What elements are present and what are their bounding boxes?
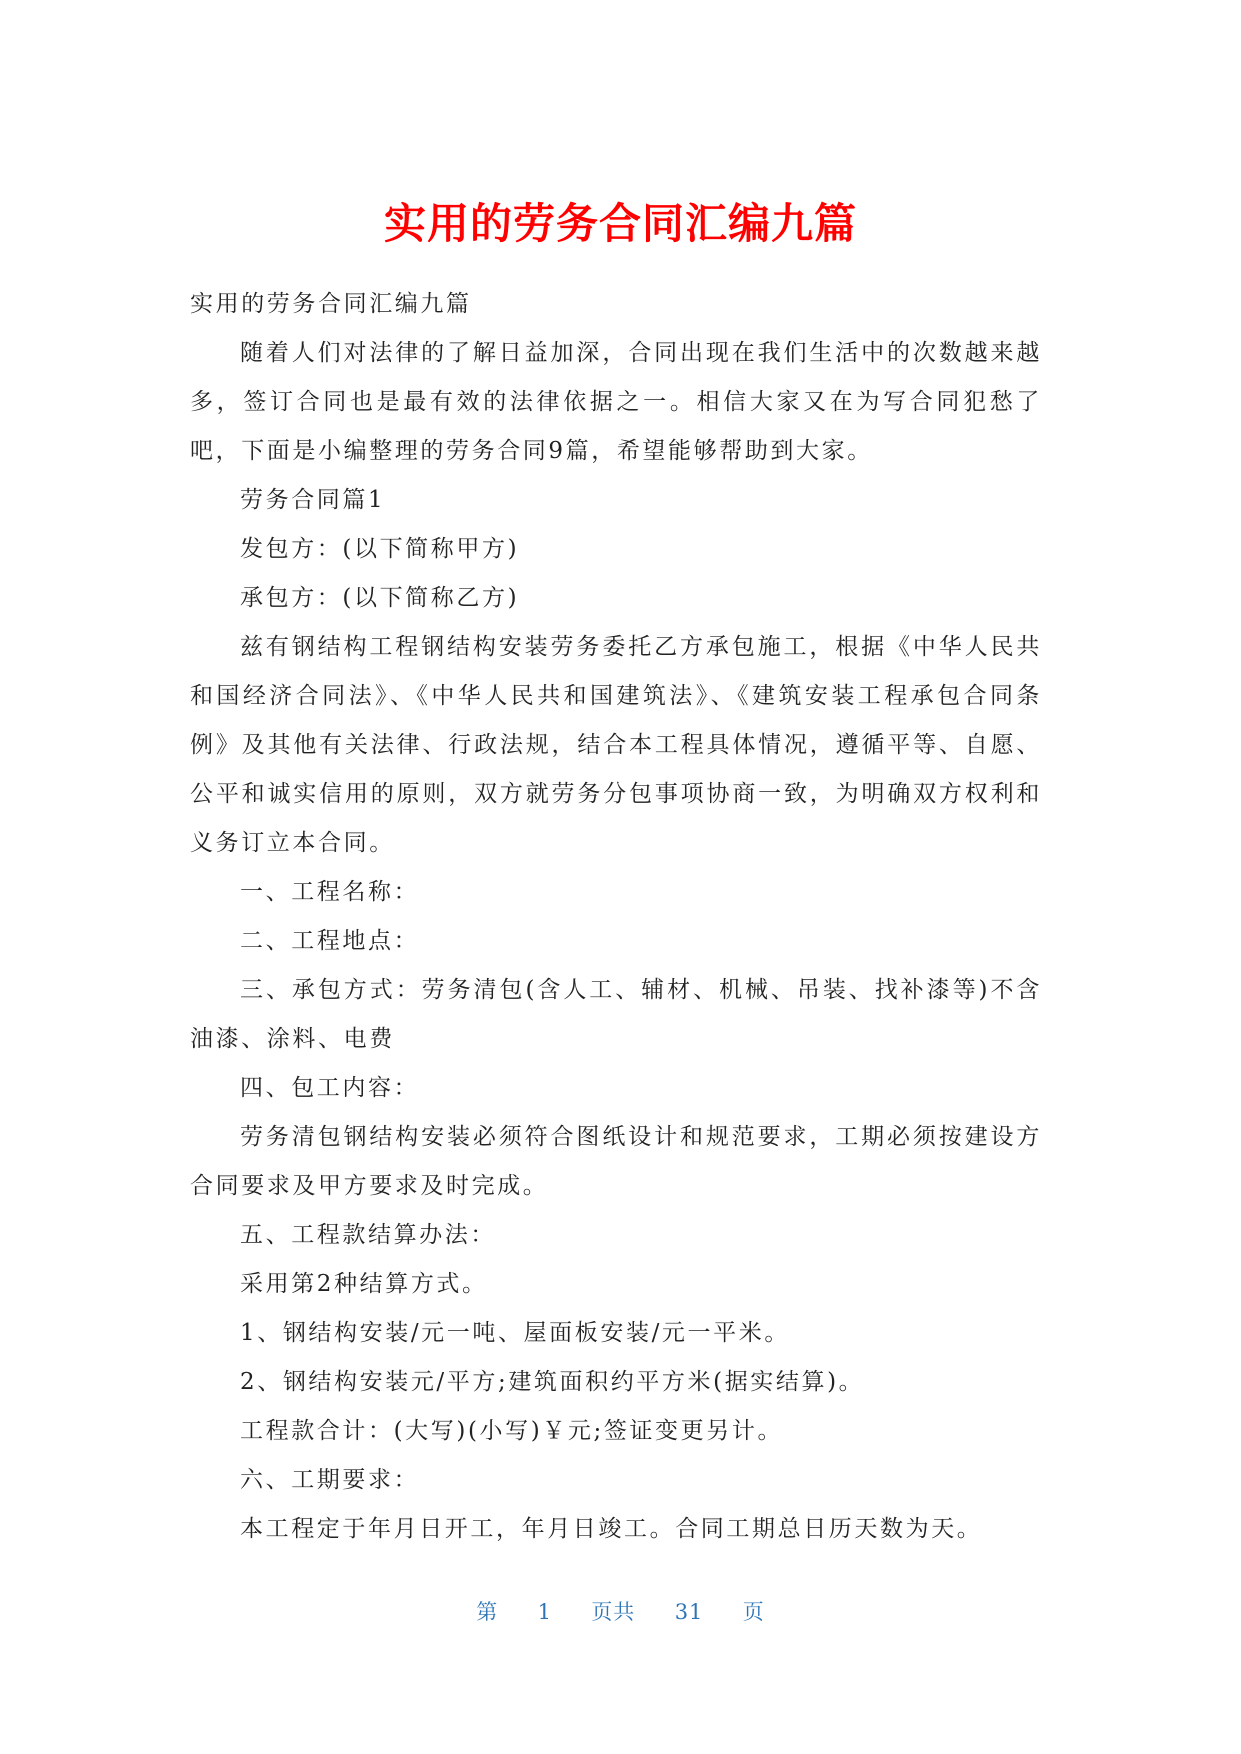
footer-middle: 页共 [591,1600,636,1624]
body-paragraph: 承包方：(以下简称乙方) [240,585,520,611]
footer-prefix: 第 [476,1600,499,1624]
body-paragraph: 2、钢结构安装元/平方;建筑面积约平方米(据实结算)。 [240,1369,865,1395]
body-paragraph: 兹有钢结构工程钢结构安装劳务委托乙方承包施工，根据《中华人民共和国经济合同法》、《中华人民共和国建筑法》、《建筑安装工程承包合同条例》及其他有关法律、行政法规，结合本工程具体情况，遵循平等、自愿、公平和诚实信用的原则，双方就劳务分包事项协商一致，为明确双方权利和义务订立本合同。 [190,634,1042,856]
body-paragraph: 本工程定于年月日开工，年月日竣工。合同工期总日历天数为天。 [240,1516,983,1542]
document-body [190,280,1042,1554]
body-paragraph: 采用第2种结算方式。 [240,1271,488,1297]
clause-heading: 四、包工内容： [240,1075,420,1101]
body-paragraph: 劳务清包钢结构安装必须符合图纸设计和规范要求，工期必须按建设方合同要求及甲方要求及时完成。 [190,1124,1042,1199]
current-page-number: 1 [537,1600,552,1624]
clause-heading: 三、承包方式：劳务清包(含人工、辅材、机械、吊装、找补漆等)不含油漆、涂料、电费 [190,977,1042,1052]
section-heading: 劳务合同篇1 [240,487,386,513]
clause-heading: 六、工期要求： [240,1467,420,1493]
body-paragraph: 发包方：(以下简称甲方) [240,536,520,562]
body-paragraph: 实用的劳务合同汇编九篇 [190,291,472,317]
body-paragraph: 工程款合计：(大写)(小写)￥元;签证变更另计。 [240,1418,784,1444]
clause-heading: 一、工程名称： [240,879,420,905]
total-page-count: 31 [674,1600,704,1624]
clause-heading: 五、工程款结算办法： [240,1222,496,1248]
page-number-footer [0,1596,1241,1626]
body-paragraph: 1、钢结构安装/元一吨、屋面板安装/元一平米。 [240,1320,790,1346]
body-paragraph: 随着人们对法律的了解日益加深，合同出现在我们生活中的次数越来越多，签订合同也是最有效的法律依据之一。相信大家又在为写合同犯愁了吧，下面是小编整理的劳务合同9篇，希望能够帮助到大家。 [190,340,1042,464]
page-title: 实用的劳务合同汇编九篇 [383,199,857,248]
clause-heading: 二、工程地点： [240,928,420,954]
footer-suffix: 页 [742,1600,765,1624]
